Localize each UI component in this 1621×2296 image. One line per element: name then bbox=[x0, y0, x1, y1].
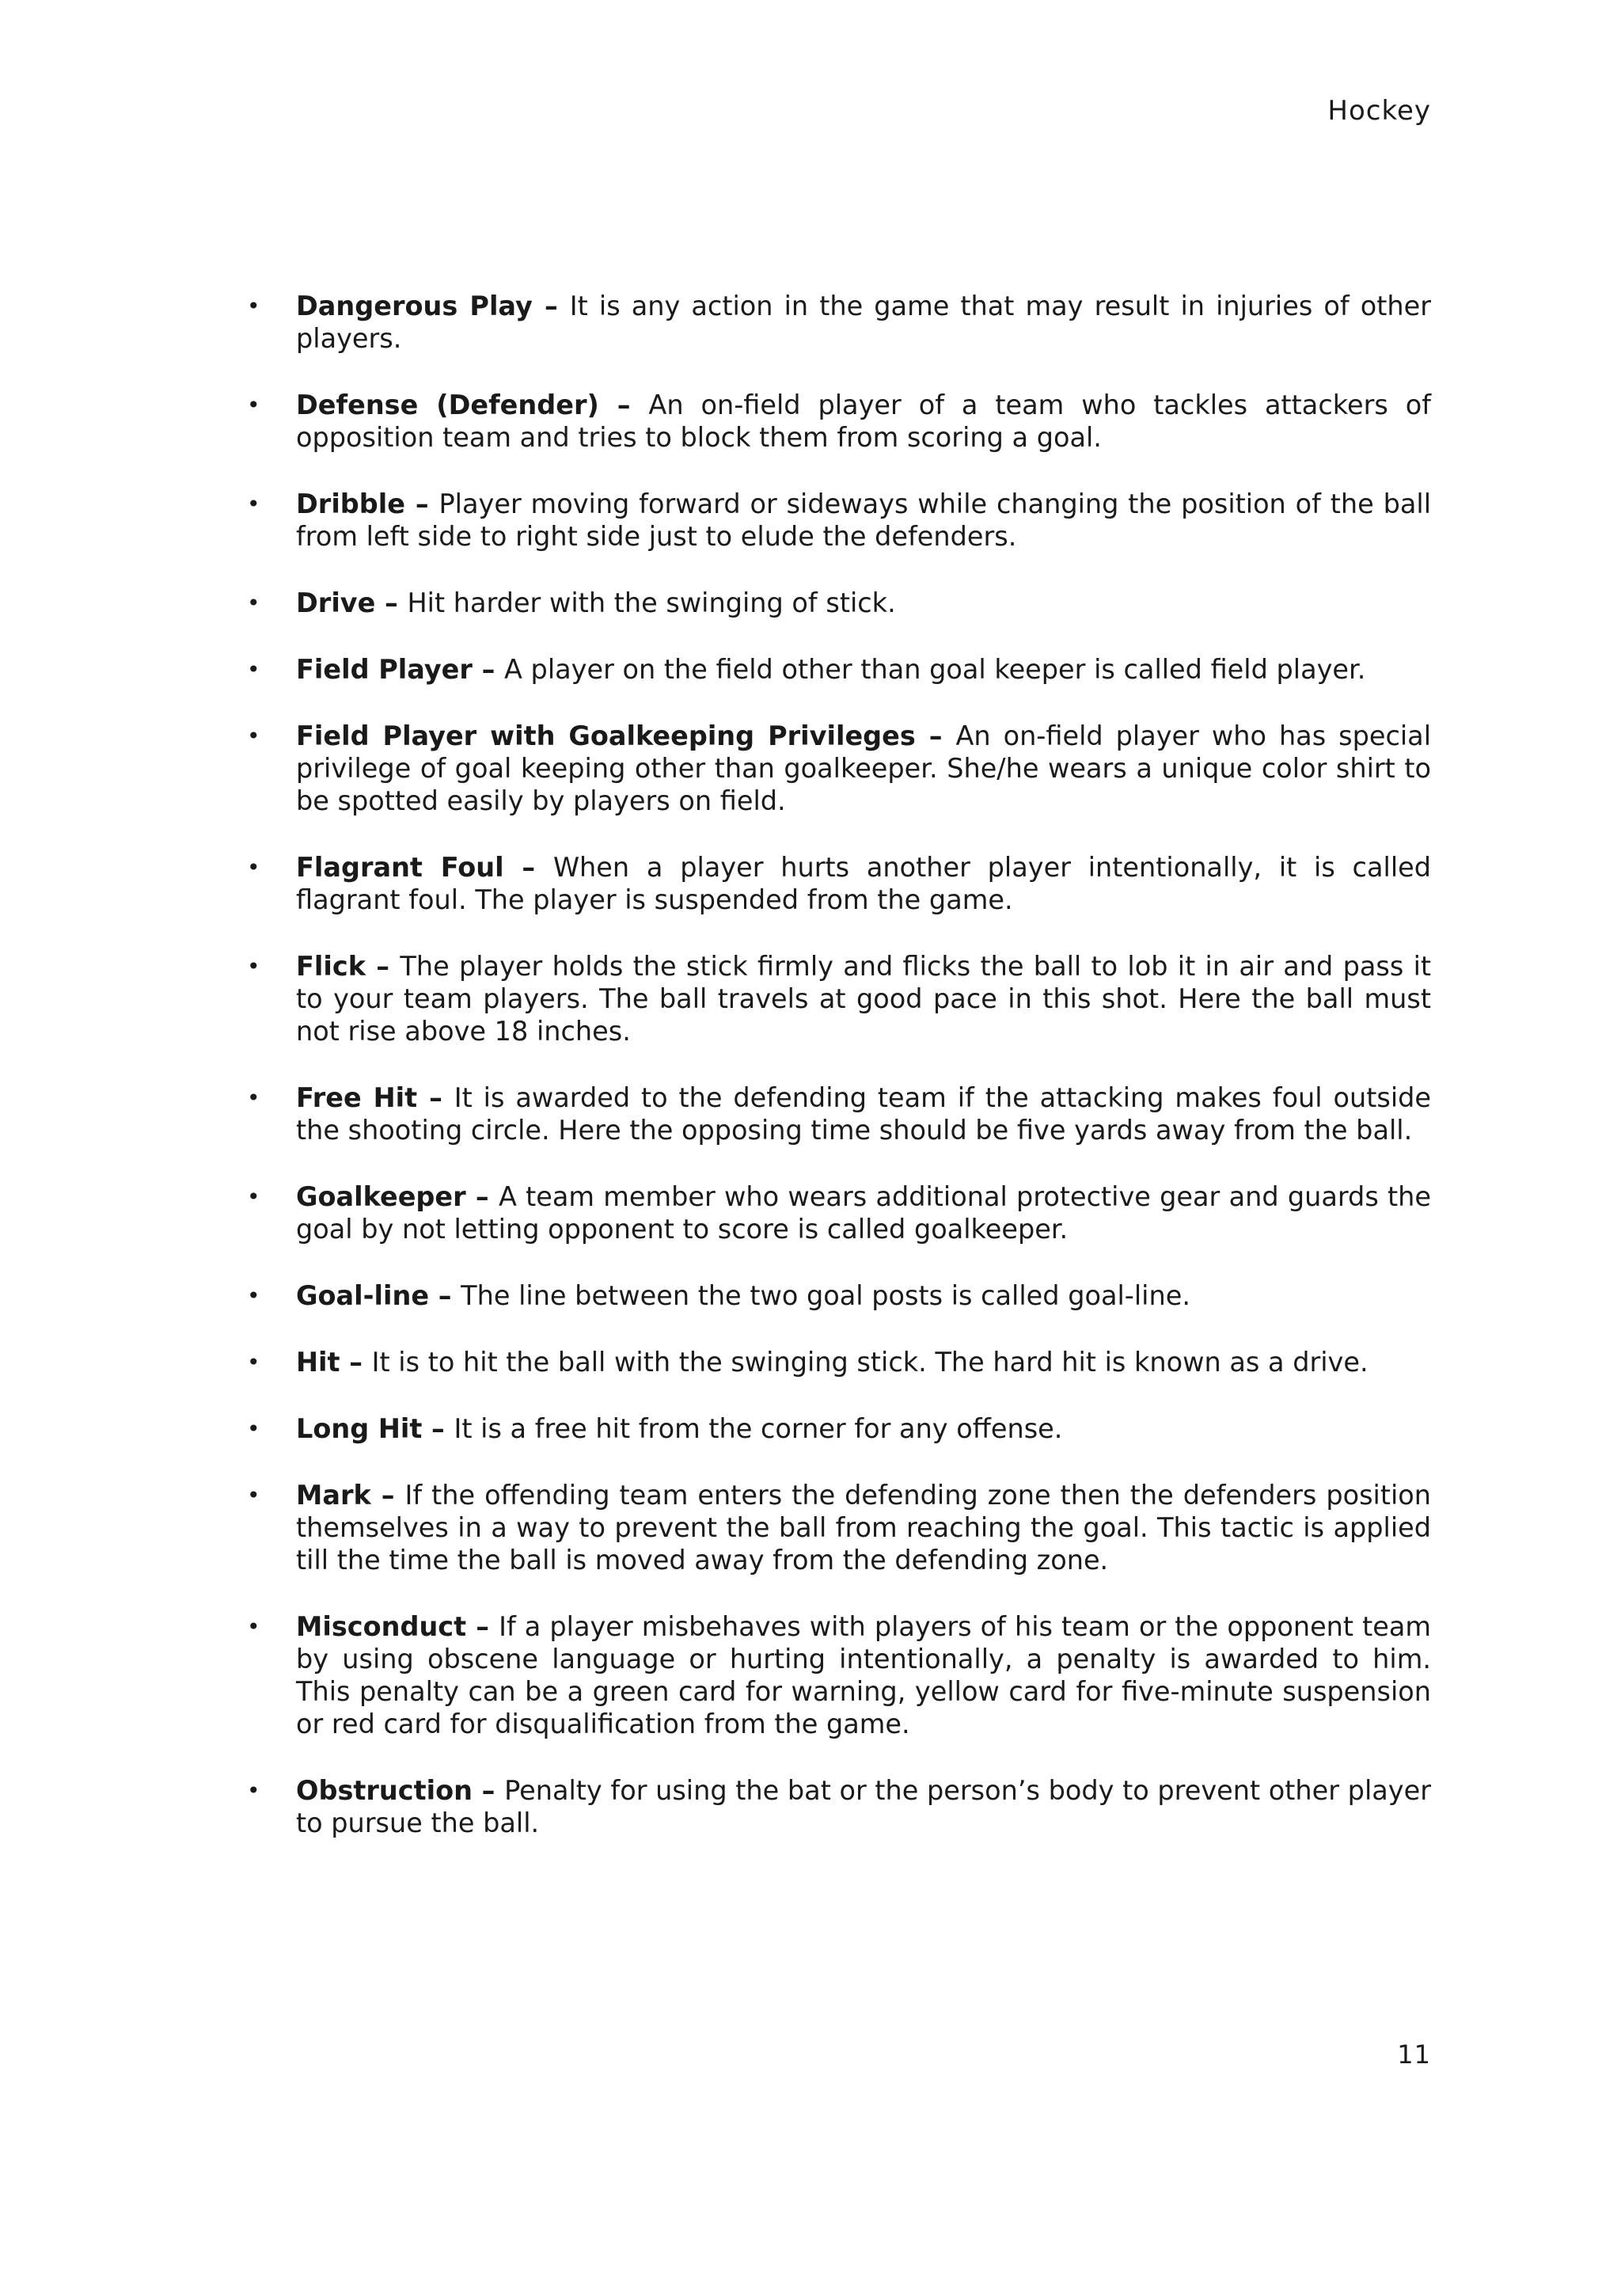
bullet-icon: • bbox=[247, 392, 260, 418]
glossary-entry bbox=[237, 389, 1431, 454]
glossary-entry bbox=[237, 290, 1431, 355]
glossary-term: Hit bbox=[296, 1347, 340, 1378]
glossary-term: Goalkeeper bbox=[296, 1181, 466, 1212]
glossary-separator: – bbox=[532, 291, 570, 321]
page-number: 11 bbox=[1397, 2039, 1431, 2070]
glossary-definition: Penalty for using the bat or the person’s body to prevent other player to pursue the ball. bbox=[296, 1775, 1431, 1838]
glossary-term: Flick bbox=[296, 951, 366, 982]
bullet-icon: • bbox=[247, 1184, 260, 1210]
glossary-separator: – bbox=[417, 1082, 454, 1113]
glossary-separator: – bbox=[466, 1611, 499, 1642]
glossary-definition: It is a free hit from the corner for any offense. bbox=[454, 1413, 1063, 1444]
bullet-icon: • bbox=[247, 1482, 260, 1508]
glossary-separator: – bbox=[366, 951, 401, 982]
bullet-icon: • bbox=[247, 590, 260, 616]
glossary-term: Free Hit bbox=[296, 1082, 418, 1113]
glossary-term: Defense (Defender) bbox=[296, 390, 599, 420]
glossary-definition: It is awarded to the defending team if the attacking makes foul outside the shooting circle. Here the opposing time should be five yards away from the ball. bbox=[296, 1082, 1431, 1146]
glossary-definition: A player on the field other than goal keeper is called field player. bbox=[503, 654, 1366, 685]
glossary-definition: When a player hurts another player intentionally, it is called flagrant foul. The player is suspended from the game. bbox=[296, 852, 1431, 915]
bullet-icon: • bbox=[247, 1777, 260, 1804]
bullet-icon: • bbox=[247, 293, 260, 319]
glossary-term: Mark bbox=[296, 1480, 371, 1511]
glossary-entry bbox=[237, 950, 1431, 1047]
bullet-icon: • bbox=[247, 854, 260, 880]
glossary-separator: – bbox=[598, 390, 649, 420]
glossary-definition: If the offending team enters the defending zone then the defenders position themselves in a way to prevent the ball from reaching the goal. This tactic is applied till the time the ball is moved away from the defending zone. bbox=[296, 1480, 1432, 1576]
glossary-separator: – bbox=[375, 587, 408, 618]
glossary-separator: – bbox=[503, 852, 553, 883]
glossary-entry bbox=[237, 1279, 1431, 1312]
glossary-term: Field Player with Goalkeeping Privileges bbox=[296, 720, 916, 751]
glossary-term: Goal-line bbox=[296, 1280, 430, 1311]
glossary-definition: It is to hit the ball with the swinging stick. The hard hit is known as a drive. bbox=[371, 1347, 1369, 1378]
glossary-entry bbox=[237, 587, 1431, 619]
glossary-entry bbox=[237, 1479, 1431, 1576]
glossary-definition: An on-field player of a team who tackles attackers of opposition team and tries to block them from scoring a goal. bbox=[296, 390, 1431, 453]
glossary-separator: – bbox=[422, 1413, 454, 1444]
bullet-icon: • bbox=[247, 1085, 260, 1111]
glossary-term: Misconduct bbox=[296, 1611, 467, 1642]
glossary-entry bbox=[237, 653, 1431, 686]
glossary-entry bbox=[237, 1774, 1431, 1839]
glossary-term: Long Hit bbox=[296, 1413, 423, 1444]
glossary-separator: – bbox=[465, 1181, 499, 1212]
glossary-definition: If a player misbehaves with players of his team or the opponent team by using obscene language or hurting intentionally, a penalty is awarded to him. This penalty can be a green card for warning, yellow card for five-minute suspension or red card for disqualification from the game. bbox=[296, 1611, 1432, 1739]
glossary-separator: – bbox=[915, 720, 956, 751]
bullet-icon: • bbox=[247, 491, 260, 517]
glossary-term: Flagrant Foul bbox=[296, 852, 504, 883]
glossary-separator: – bbox=[340, 1347, 372, 1378]
bullet-icon: • bbox=[247, 1614, 260, 1640]
glossary-entry bbox=[237, 1412, 1431, 1445]
page-header-title: Hockey bbox=[1327, 95, 1431, 127]
glossary-entry bbox=[237, 1346, 1431, 1378]
bullet-icon: • bbox=[247, 656, 260, 682]
glossary-definition: An on-field player who has special privilege of goal keeping other than goalkeeper. She/he wears a unique color shirt to be spotted easily by players on field. bbox=[296, 720, 1431, 816]
glossary-separator: – bbox=[472, 654, 504, 685]
glossary-term: Obstruction bbox=[296, 1775, 473, 1806]
bullet-icon: • bbox=[247, 1283, 260, 1309]
glossary-term: Dangerous Play bbox=[296, 291, 533, 321]
glossary-entry bbox=[237, 851, 1431, 916]
glossary-definition: Player moving forward or sideways while changing the position of the ball from left side to right side just to elude the defenders. bbox=[296, 488, 1432, 552]
glossary-definition: A team member who wears additional protective gear and guards the goal by not letting opponent to score is called goalkeeper. bbox=[296, 1181, 1431, 1245]
glossary-entry bbox=[237, 720, 1431, 817]
bullet-icon: • bbox=[247, 723, 260, 749]
glossary-term: Field Player bbox=[296, 654, 473, 685]
glossary-definition: The line between the two goal posts is called goal-line. bbox=[461, 1280, 1190, 1311]
bullet-icon: • bbox=[247, 1349, 260, 1375]
glossary-definition: It is any action in the game that may result in injuries of other players. bbox=[296, 291, 1432, 354]
glossary-separator: – bbox=[429, 1280, 461, 1311]
glossary-list bbox=[237, 290, 1431, 1873]
glossary-entry bbox=[237, 1610, 1431, 1740]
bullet-icon: • bbox=[247, 1416, 260, 1442]
glossary-separator: – bbox=[370, 1480, 405, 1511]
glossary-term: Dribble bbox=[296, 488, 405, 519]
glossary-entry bbox=[237, 1081, 1431, 1146]
bullet-icon: • bbox=[247, 953, 260, 979]
glossary-term: Drive bbox=[296, 587, 376, 618]
glossary-definition: The player holds the stick firmly and flicks the ball to lob it in air and pass it to your team players. The ball travels at good pace in this shot. Here the ball must not rise above 18 inches. bbox=[296, 951, 1432, 1047]
glossary-definition: Hit harder with the swinging of stick. bbox=[407, 587, 896, 618]
glossary-entry bbox=[237, 1180, 1431, 1245]
glossary-separator: – bbox=[404, 488, 439, 519]
glossary-separator: – bbox=[473, 1775, 505, 1806]
glossary-entry bbox=[237, 488, 1431, 553]
